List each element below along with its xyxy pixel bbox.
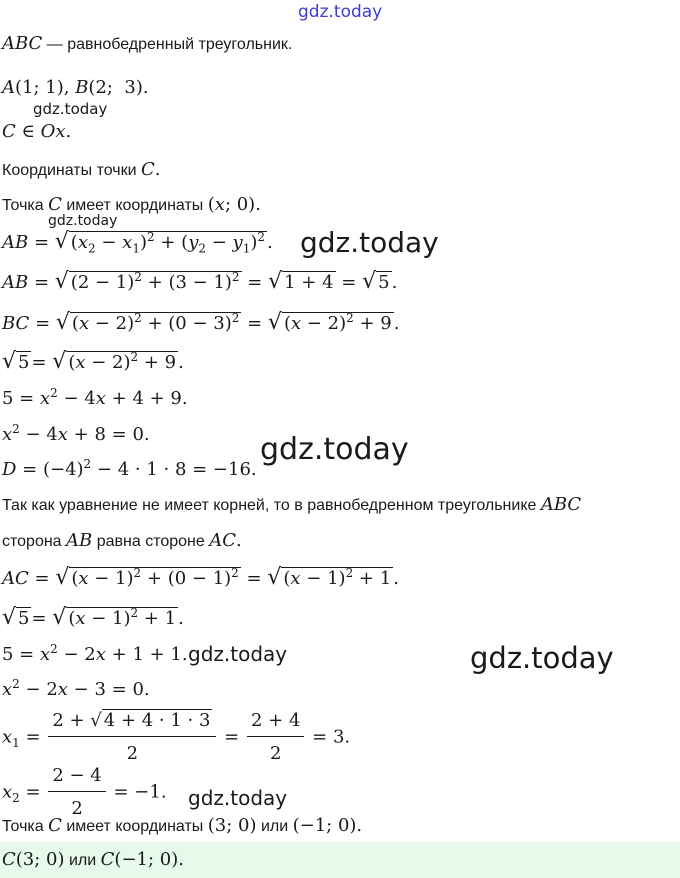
coords-heading-text: Координаты точки [2,162,141,179]
line-coords-heading: Координаты точки C. [2,159,161,180]
formula-distance: AB = √ $(x_2 - x_1)^2 + (y_2 - y_1)^2$ . [2,229,273,256]
equation-quadratic-1: $x^2 - 4x + 8 = 0$. [2,422,150,445]
watermark-large-1: gdz.today [300,226,439,259]
point-c-text-2: имеет координаты [61,197,208,214]
watermark-medium-1: gdz.today [188,642,288,666]
result-text-1: Точка [2,818,49,835]
fraction-x1-b: $\frac{2 + 4}{2}$ [247,708,304,767]
line-points: A(1; 1), B(2; 3). [2,77,149,98]
equation-ab-ac: √ 5 = √ $(x - 1)^2 + 1$ . [2,605,184,630]
watermark-medium-2: gdz.today [188,786,288,810]
answer-line: C(3; 0) или C(−1; 0). [2,849,184,870]
watermark-large-2: gdz.today [260,432,409,467]
ab-equals-ac-text-2: равна стороне [92,533,210,550]
formula-ac: AC = √ $(x - 1)^2 + (0 - 1)^2$ = √ $(x - 1)^2 + 1$ . [2,565,399,590]
line-no-roots: Так как уравнение не имеет корней, то в равнобедренном треугольнике ABC [2,494,582,515]
fraction-x1-a: $\frac{2 + √ 4 + 4 \cdot 1 \cdot 3}{2}$ [48,708,216,767]
watermark-small-1: gdz.today [33,100,108,118]
triangle-def-text: — равнобедренный треугольник. [42,36,293,53]
line-c-on-axis: C ∈ Ox. [2,121,72,142]
equation-expanded-1: $5 = x^2 - 4x + 4 + 9$. [2,386,188,409]
equation-ab-bc: √ 5 = √ $(x - 2)^2 + 9$ . [2,349,184,374]
fraction-x2: $\frac{2 - 4}{2}$ [48,763,105,822]
result-text-2: имеет координаты [61,818,208,835]
discriminant-1: $D = (-4)^2 - 4 \cdot 1 \cdot 8 = -16$. [2,457,257,480]
formula-bc: BC = √ $(x - 2)^2 + (0 - 3)^2$ = √ $(x - 2)^2 + 9$ . [2,310,400,335]
line-triangle-def: ABC — равнобедренный треугольник. [2,33,293,54]
equation-quadratic-2: $x^2 - 2x - 3 = 0$. [2,677,150,700]
watermark-large-3: gdz.today [470,641,614,675]
line-point-c-coords: Точка C имеет координаты (x; 0). [2,194,261,215]
result-or: или [256,818,293,835]
line-ab-equals-ac: сторона AB равна стороне AC. [2,530,242,551]
root-x2: $x_2$ = $\frac{2 - 4}{2}$ = −1. [2,763,167,822]
answer-or: или [64,852,101,869]
equation-expanded-2: $5 = x^2 - 2x + 1 + 1$. [2,642,188,665]
ab-equals-ac-text-1: сторона [2,533,67,550]
watermark-small-2: gdz.today [48,213,118,229]
point-c-text-1: Точка [2,197,49,214]
formula-ab: AB = √ $(2 - 1)^2 + (3 - 1)^2$ = √ 1 + 4 = √ 5 . [2,269,398,294]
answer-box [0,842,680,878]
no-roots-text: Так как уравнение не имеет корней, то в равнобедренном треугольнике [2,497,541,514]
root-x1: $x_1$ = $\frac{2 + √ 4 + 4 \cdot 1 \cdot 3}{2}$ = $\frac{2 + 4}{2}$ = 3. [2,708,350,767]
line-result: Точка C имеет координаты (3; 0) или (−1; 0). [2,815,363,836]
watermark-top: gdz.today [298,2,383,22]
